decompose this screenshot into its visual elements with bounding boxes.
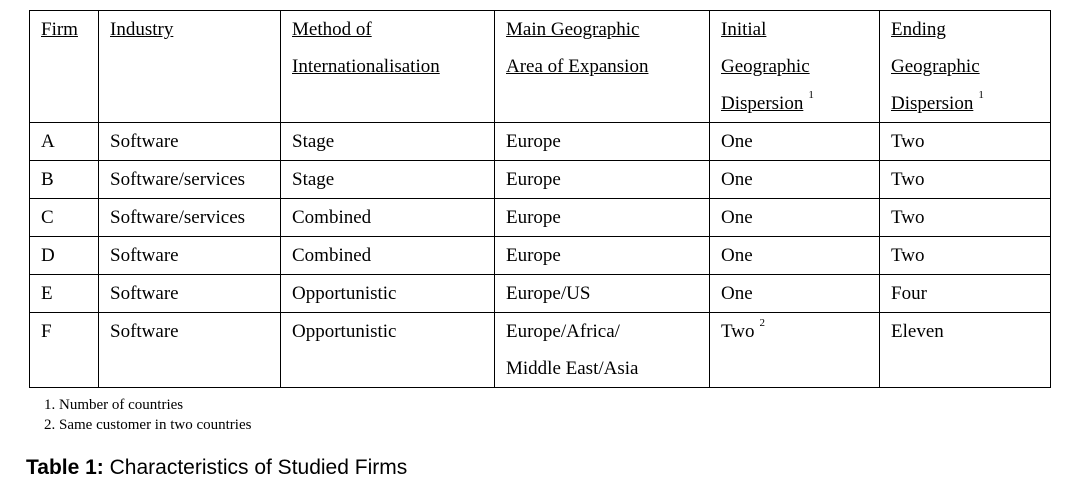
- header-area-line2: Area of Expansion: [506, 56, 649, 77]
- caption-text: Characteristics of Studied Firms: [103, 456, 408, 479]
- cell-area: Europe: [495, 161, 710, 199]
- header-initial-dispersion: [710, 11, 880, 123]
- cell-ending: Two: [880, 237, 1051, 275]
- cell-industry: Software/services: [99, 161, 281, 199]
- footnote-1: 1. Number of countries: [44, 397, 184, 413]
- header-ending-line3-wrap: [891, 85, 1050, 122]
- cell-ending: Four: [880, 275, 1051, 313]
- cell-method: Opportunistic: [281, 275, 495, 313]
- cell-ending: Two: [880, 123, 1051, 161]
- cell-method: Stage: [281, 161, 495, 199]
- cell-firm: E: [30, 275, 99, 313]
- header-row: [30, 11, 1051, 123]
- cell-area-line2: Middle East/Asia: [506, 358, 639, 379]
- cell-ending: Eleven: [880, 313, 1051, 388]
- table-row: [30, 199, 1051, 237]
- cell-area: Europe: [495, 123, 710, 161]
- cell-industry: Software: [99, 275, 281, 313]
- cell-area: Europe/US: [495, 275, 710, 313]
- table-row: [30, 313, 1051, 388]
- cell-initial: One: [710, 123, 880, 161]
- header-initial-line3-wrap: [721, 85, 879, 122]
- cell-industry: Software: [99, 123, 281, 161]
- header-industry: [99, 11, 281, 123]
- header-ending-line1: Ending: [891, 19, 946, 40]
- cell-method: Stage: [281, 123, 495, 161]
- cell-firm: B: [30, 161, 99, 199]
- header-method-line2: Internationalisation: [292, 56, 440, 77]
- header-initial-line2: Geographic: [721, 56, 810, 77]
- cell-firm: F: [30, 313, 99, 388]
- table-row: [30, 123, 1051, 161]
- header-area-line1: Main Geographic: [506, 19, 640, 40]
- table-row: [30, 237, 1051, 275]
- header-initial-footnote-ref: 1: [808, 89, 814, 101]
- cell-initial: One: [710, 237, 880, 275]
- caption-label: Table 1:: [26, 456, 104, 479]
- footnotes: [44, 395, 251, 435]
- header-method-line1: Method of: [292, 19, 372, 40]
- cell-industry: Software: [99, 313, 281, 388]
- cell-initial: One: [710, 199, 880, 237]
- header-industry-text: Industry: [110, 19, 174, 40]
- header-ending-line3: Dispersion: [891, 93, 974, 114]
- cell-initial: One: [710, 161, 880, 199]
- cell-initial: [710, 313, 880, 388]
- cell-ending: Two: [880, 161, 1051, 199]
- cell-area: Europe: [495, 237, 710, 275]
- cell-method: Combined: [281, 237, 495, 275]
- cell-firm: D: [30, 237, 99, 275]
- cell-industry: Software: [99, 237, 281, 275]
- cell-ending: Two: [880, 199, 1051, 237]
- table-row: [30, 275, 1051, 313]
- cell-firm: C: [30, 199, 99, 237]
- header-ending-footnote-ref: 1: [978, 89, 984, 101]
- footnote-2: 2. Same customer in two countries: [44, 417, 252, 433]
- table-row: [30, 161, 1051, 199]
- cell-area-line1: Europe/Africa/: [506, 321, 620, 342]
- firms-table: [29, 10, 1051, 388]
- header-area: [495, 11, 710, 123]
- header-firm-text: Firm: [41, 19, 78, 40]
- header-ending-line2: Geographic: [891, 56, 980, 77]
- header-initial-line1: Initial: [721, 19, 767, 40]
- cell-method: Opportunistic: [281, 313, 495, 388]
- cell-area: [495, 313, 710, 388]
- cell-area: Europe: [495, 199, 710, 237]
- header-ending-dispersion: [880, 11, 1051, 123]
- cell-initial-footnote-ref: 2: [759, 317, 766, 329]
- table-caption: [26, 454, 407, 482]
- cell-initial: One: [710, 275, 880, 313]
- cell-method: Combined: [281, 199, 495, 237]
- header-initial-line3: Dispersion: [721, 93, 804, 114]
- header-method: [281, 11, 495, 123]
- header-firm: [30, 11, 99, 123]
- cell-initial-value: Two: [721, 321, 755, 342]
- cell-firm: A: [30, 123, 99, 161]
- cell-industry: Software/services: [99, 199, 281, 237]
